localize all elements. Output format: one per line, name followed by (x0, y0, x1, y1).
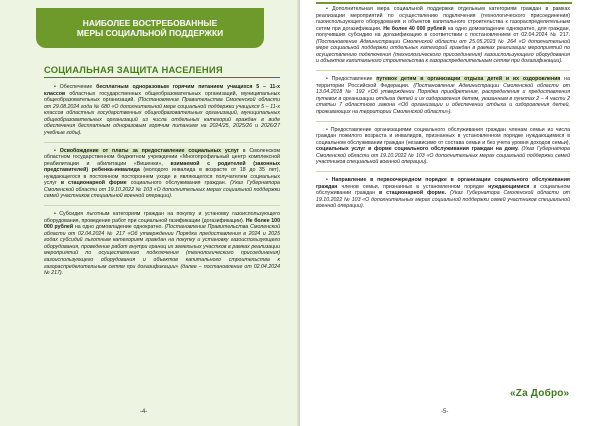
brand-logo-text: «Za Добро» (510, 388, 570, 399)
measure-home-care: • Предоставление организациями социального обслуживания граждан членам семьи из числа граждан пожилого возраста и инвалидов, признанных в установленном порядке нуждающимися в социальном обслуживании граждан (независимо от состава семьи и без учета уровня доходов семьи), социальных услуг в форме социального обслуживания граждан на дому. (Указ Губернатора Смоленской области от 19.10.2022 № 103 «О дополнительных мерах социальной поддержки семей участников специальной военной операции). (316, 121, 570, 166)
measure-child-vouchers: • Предоставление путевок детям в организации отдыха детей и их оздоровления на территории Российской Федерации. (Постановление Администрации Смоленской области от 13.04.2018 № 192 «Об утверждении Порядка приобретения, распределения и предоставления путевок в организации отдыха детей и их оздоровления детям, указанным в пунктах 2 – 4 части 2 статьи 7 областного закона «Об организации и обеспечении отдыха и оздоровления детей, проживающих на территории Смоленской области»). (316, 70, 570, 115)
section-title: СОЦИАЛЬНАЯ ЗАЩИТА НАСЕЛЕНИЯ (44, 64, 280, 78)
top-rule (316, 2, 572, 4)
banner-line-1: НАИБОЛЕЕ ВОСТРЕБОВАННЫЕ (82, 17, 218, 28)
header-banner (36, 8, 264, 48)
left-column (44, 84, 280, 282)
measure-priority-placement: • Направление в первоочередном порядке в организации социального обслуживания граждан членов семьи, признанных в установленном порядке нуждающимися в социальном обслуживании граждан в стационарной форме. (Указ Губернатора Смоленской области от 19.10.2022 № 103 «О дополнительных мерах социальной поддержки семей участников специальной военной операции). (316, 171, 570, 210)
page-number-right: -5- (441, 409, 449, 415)
right-column (316, 6, 570, 215)
banner-line-2: МЕРЫ СОЦИАЛЬНОЙ ПОДДЕРЖКИ (76, 28, 224, 38)
measure-hot-meals: • Обеспечение бесплатным одноразовым горячим питанием учащихся 5 – 11-х классов областных государственных общеобразовательных организаций, муниципальных общеобразовательных организаций. (Постановление Правительства Смоленской области от 29.08.2024 года № 680 «О дополнительной мере социальной поддержки учащихся 5 – 11-х классов областных государственных общеобразовательных организаций, муниципальных общеобразовательных организаций из числа отдельных категорий граждан в виде обеспечения бесплатным одноразовым горячим питанием на 2024/25, 2025/26 и 2026/27 учебные годы). (44, 84, 281, 136)
measure-gas-subsidy: • Субсидия льготным категориям граждан на покупку и установку газоиспользующего оборудования, проведение работ при социальной газификации (догазификации). Не более 100 000 рублей на одно домовладение однократно. (Постановление Правительства Смоленской области от 02.04.2024 № 217 «Об утверждении Порядка предоставления в 2024 и 2025 годах субсидий льготным категориям граждан на покупку и установку газоиспользующего оборудования, проведение работ внутри границ их земельных участков в рамках реализации мероприятий по осуществлению подключения (технологического присоединения) газоиспользующего оборудования и объектов капитального строительства к газораспределительным сетям при догазификации» (далее – постановление от 02.04.2024 № 217). (44, 205, 280, 276)
page-number-left: -4- (140, 409, 148, 415)
measure-gas-extra-support: • Дополнительная мера социальной поддержки отдельным категориям граждан в рамках реализации мероприятий по осуществлению подключения (технологического присоединения) газоиспользующего оборудования и объектов капитального строительства к газораспределительным сетям при догазификации. Не более 40 000 рублей на одно домовладение однократно, для граждан, получивших субсидию на догазификацию в соответствии с постановлением от 02.04.2024 № 217. (Постановление Администрации Смоленской области от 25.05.2023 № 264 «О дополнительной мере социальной поддержки отдельных категорий граждан в рамках реализации мероприятий по осуществлению подключения (технологического присоединения) газоиспользующего оборудования и объектов капитального строительства к газораспределительным сетям при догазификации). (316, 6, 571, 65)
measure-fee-exemption: • Освобождение от платы за предоставление социальных услуг в Смоленском областном государственном бюджетном учреждении «Многопрофильный центр комплексной реабилитации и абилитации «Вишенки», взимаемой с родителей (законных представителей) ребенка-инвалида (молодого инвалида в возрасте от 18 до 35 лет), нуждающегося в постоянном постороннем уходе и являющегося получателем социальных услуг в стационарной форме социального обслуживания граждан. (Указ Губернатора Смоленской области от 19.10.2022 № 103 «О дополнительных мерах социальной поддержки семей участников специальной военной операции). (44, 142, 280, 200)
